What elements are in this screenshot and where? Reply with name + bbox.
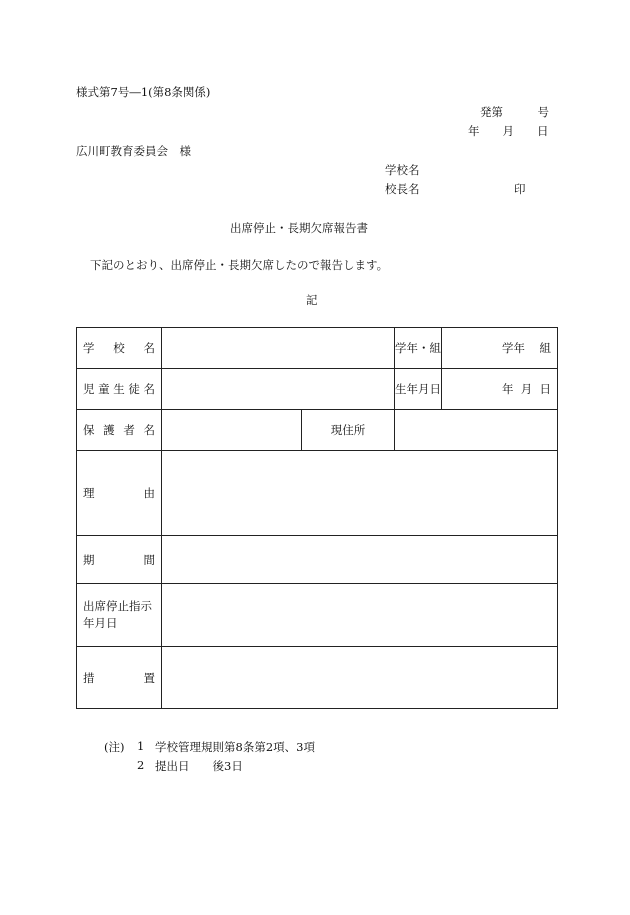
table-row xyxy=(77,584,558,647)
measures-input-cell[interactable] xyxy=(162,647,558,709)
ki-heading: 記 xyxy=(306,293,318,307)
reason-input-cell[interactable] xyxy=(162,451,558,536)
student-name-cell-label: 児 童 生 徒 名 xyxy=(77,369,162,410)
report-form-table xyxy=(76,327,558,709)
school-name-label: 学校名 xyxy=(385,163,420,177)
table-row xyxy=(77,647,558,709)
birthdate-label: 生年月日 xyxy=(395,369,442,410)
issue-date: 年 月 日 xyxy=(468,124,549,138)
notes-prefix: (注) xyxy=(104,740,125,754)
table-row xyxy=(77,410,558,451)
address-input-cell[interactable] xyxy=(395,410,558,451)
body-text: 下記のとおり、出席停止・長期欠席したので報告します。 xyxy=(90,258,389,272)
order-date-cell-label: 出席停止指示 年月日 xyxy=(77,584,162,647)
address-label: 現住所 xyxy=(302,410,395,451)
table-row xyxy=(77,536,558,584)
order-date-input-cell[interactable] xyxy=(162,584,558,647)
form-number: 様式第7号―1(第8条関係) xyxy=(76,85,211,99)
note-number-2: 2 xyxy=(137,758,145,772)
birthdate-input-cell[interactable]: 年 月 日 xyxy=(442,369,558,410)
guardian-name-cell-label: 保 護 者 名 xyxy=(77,410,162,451)
table-row xyxy=(77,451,558,536)
issue-number: 発第 号 xyxy=(480,105,549,119)
school-name-cell-label: 学 校 名 xyxy=(77,328,162,369)
note-number-1: 1 xyxy=(137,739,145,753)
measures-cell-label: 措 置 xyxy=(77,647,162,709)
note-item-2: 提出日 後3日 xyxy=(155,759,243,773)
student-name-input-cell[interactable] xyxy=(162,369,395,410)
table-row xyxy=(77,369,558,410)
school-name-input-cell[interactable] xyxy=(162,328,395,369)
reason-cell-label: 理 由 xyxy=(77,451,162,536)
seal-mark: 印 xyxy=(514,182,526,196)
table-row xyxy=(77,328,558,369)
guardian-name-input-cell[interactable] xyxy=(162,410,302,451)
addressee: 広川町教育委員会 様 xyxy=(76,144,191,158)
period-input-cell[interactable] xyxy=(162,536,558,584)
grade-class-input-cell[interactable]: 学年 組 xyxy=(442,328,558,369)
period-cell-label: 期 間 xyxy=(77,536,162,584)
document-title: 出席停止・長期欠席報告書 xyxy=(230,221,368,235)
principal-name-label: 校長名 xyxy=(385,182,420,196)
grade-class-label: 学年・組 xyxy=(395,328,442,369)
note-item-1: 学校管理規則第8条第2項、3項 xyxy=(155,740,315,754)
